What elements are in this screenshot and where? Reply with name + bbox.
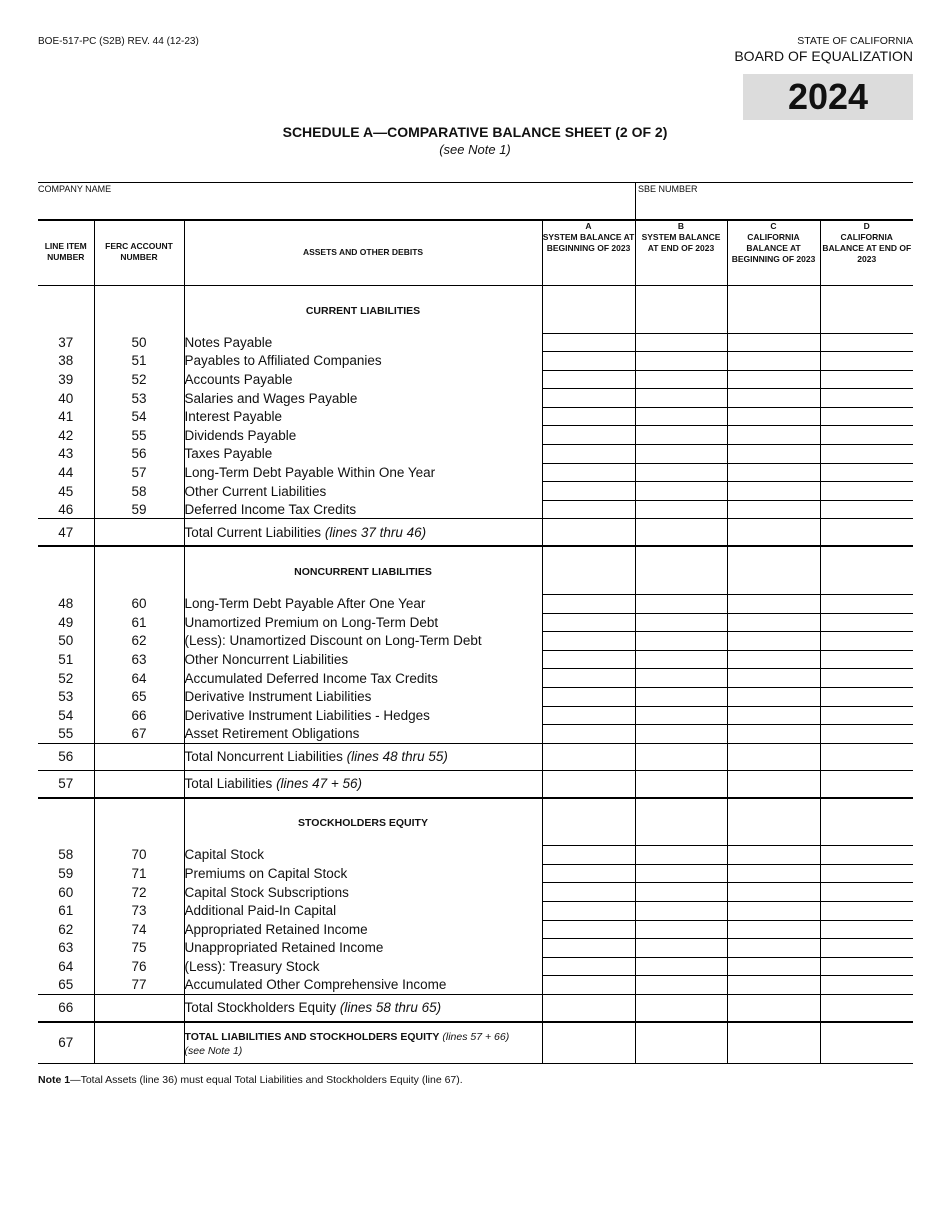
amount-cell-c[interactable] [727,650,820,669]
ferc-number: 54 [94,407,184,426]
line-number: 49 [58,614,74,630]
amount-cell-d[interactable] [820,286,913,334]
amount-cell-d[interactable] [820,650,913,669]
page-subtitle: (see Note 1) [439,142,511,157]
amount-cell-d[interactable] [820,669,913,688]
ferc-number: 66 [94,706,184,725]
col-line-header: LINE ITEM NUMBER [38,219,94,286]
row-label: Unappropriated Retained Income [184,939,542,958]
board-label: BOARD OF EQUALIZATION [734,48,913,64]
amount-cell-d[interactable] [820,687,913,706]
amount-cell-b[interactable] [635,333,727,352]
amount-cell-d[interactable] [820,407,913,426]
table-row [38,687,913,706]
amount-cell-a[interactable] [542,901,635,920]
amount-cell-a[interactable] [542,725,635,744]
amount-cell-b[interactable] [635,901,727,920]
line-number: 66 [38,994,94,1022]
line-number: 40 [58,390,74,406]
line-number: 56 [38,743,94,770]
table-row [38,864,913,883]
amount-cell-c[interactable] [727,370,820,389]
line-number: 45 [58,483,74,499]
amount-cell-c[interactable] [727,613,820,632]
amount-cell-b[interactable] [635,770,727,798]
table-row [38,632,913,651]
table-row [38,883,913,902]
table-row [38,846,913,865]
amount-cell-d[interactable] [820,389,913,408]
column-headers [38,219,913,286]
line-number: 44 [58,464,74,480]
state-label: STATE OF CALIFORNIA [797,35,913,47]
row-label: Long-Term Debt Payable After One Year [184,594,542,613]
row-label: Other Current Liabilities [184,482,542,501]
amount-cell-a[interactable] [542,594,635,613]
table-row [38,482,913,501]
ferc-number: 59 [94,500,184,519]
table-row [38,613,913,632]
table-row [38,370,913,389]
amount-cell-a[interactable] [542,333,635,352]
amount-cell-a[interactable] [542,706,635,725]
amount-cell-c[interactable] [727,994,820,1022]
amount-cell-c[interactable] [727,669,820,688]
amount-cell-b[interactable] [635,594,727,613]
table-row [38,594,913,613]
amount-cell-a[interactable] [542,500,635,519]
total-row-noncurrent-liabilities [38,743,913,770]
amount-cell-c[interactable] [727,770,820,798]
section-header-current-liabilities [38,286,913,334]
ferc-number: 55 [94,426,184,445]
row-label: Payables to Affiliated Companies [184,352,542,371]
ferc-number: 58 [94,482,184,501]
amount-cell-d[interactable] [820,426,913,445]
ferc-number: 72 [94,883,184,902]
line-number: 47 [38,519,94,547]
amount-cell-c[interactable] [727,957,820,976]
amount-cell-b[interactable] [635,546,727,594]
amount-cell-b[interactable] [635,519,727,547]
table-row [38,976,913,995]
line-number: 61 [58,903,74,919]
section-header-noncurrent-liabilities [38,546,913,594]
amount-cell-a[interactable] [542,687,635,706]
row-label: Accounts Payable [184,370,542,389]
amount-cell-d[interactable] [820,333,913,352]
row-label: Unamortized Premium on Long-Term Debt [184,613,542,632]
amount-cell-c[interactable] [727,687,820,706]
row-label: TOTAL LIABILITIES AND STOCKHOLDERS EQUITY (lines 57 + 66) (see Note 1) [184,1022,542,1064]
table-row [38,389,913,408]
table-row [38,939,913,958]
amount-cell-d[interactable] [820,594,913,613]
amount-cell-d[interactable] [820,864,913,883]
amount-cell-a[interactable] [542,389,635,408]
section-header-stockholders-equity [38,798,913,846]
col-desc-header: ASSETS AND OTHER DEBITS [184,219,542,286]
amount-cell-c[interactable] [727,352,820,371]
amount-cell-b[interactable] [635,352,727,371]
amount-cell-c[interactable] [727,482,820,501]
table-row [38,445,913,464]
table-row [38,407,913,426]
amount-cell-a[interactable] [542,426,635,445]
amount-cell-b[interactable] [635,389,727,408]
amount-cell-d[interactable] [820,957,913,976]
amount-cell-a[interactable] [542,519,635,547]
row-label: Other Noncurrent Liabilities [184,650,542,669]
amount-cell-c[interactable] [727,901,820,920]
amount-cell-d[interactable] [820,770,913,798]
amount-cell-a[interactable] [542,883,635,902]
row-label: Notes Payable [184,333,542,352]
amount-cell-d[interactable] [820,445,913,464]
row-label: Long-Term Debt Payable Within One Year [184,463,542,482]
ferc-number: 52 [94,370,184,389]
section-title: NONCURRENT LIABILITIES [184,546,542,594]
amount-cell-a[interactable] [542,445,635,464]
amount-cell-c[interactable] [727,632,820,651]
col-c-header: C CALIFORNIA BALANCE AT BEGINNING OF 2023 [727,219,820,286]
amount-cell-a[interactable] [542,846,635,865]
amount-cell-c[interactable] [727,426,820,445]
amount-cell-d[interactable] [820,613,913,632]
amount-cell-b[interactable] [635,1022,727,1064]
amount-cell-d[interactable] [820,994,913,1022]
col-a-header: A SYSTEM BALANCE AT BEGINNING OF 2023 [542,219,635,286]
line-number: 52 [58,670,74,686]
amount-cell-d[interactable] [820,500,913,519]
amount-cell-b[interactable] [635,994,727,1022]
row-label: Salaries and Wages Payable [184,389,542,408]
col-d-header: D CALIFORNIA BALANCE AT END OF 2023 [820,219,913,286]
amount-cell-b[interactable] [635,976,727,995]
amount-cell-a[interactable] [542,286,635,334]
table-row [38,957,913,976]
table-row [38,463,913,482]
amount-cell-b[interactable] [635,613,727,632]
line-number: 53 [58,689,74,705]
table-row [38,706,913,725]
amount-cell-c[interactable] [727,1022,820,1064]
amount-cell-d[interactable] [820,976,913,995]
table-row [38,426,913,445]
amount-cell-d[interactable] [820,519,913,547]
line-number: 60 [58,884,74,900]
row-label: Asset Retirement Obligations [184,725,542,744]
amount-cell-d[interactable] [820,706,913,725]
row-label: Accumulated Other Comprehensive Income [184,976,542,995]
amount-cell-b[interactable] [635,864,727,883]
row-label: Accumulated Deferred Income Tax Credits [184,669,542,688]
amount-cell-d[interactable] [820,546,913,594]
amount-cell-b[interactable] [635,920,727,939]
amount-cell-b[interactable] [635,370,727,389]
line-number: 38 [58,353,74,369]
amount-cell-c[interactable] [727,519,820,547]
amount-cell-b[interactable] [635,883,727,902]
line-number: 42 [58,427,74,443]
amount-cell-b[interactable] [635,286,727,334]
amount-cell-d[interactable] [820,901,913,920]
row-label: (Less): Unamortized Discount on Long-Term Debt [184,632,542,651]
amount-cell-b[interactable] [635,846,727,865]
amount-cell-b[interactable] [635,482,727,501]
amount-cell-a[interactable] [542,864,635,883]
table-row [38,352,913,371]
section-title: CURRENT LIABILITIES [184,286,542,334]
total-row-total-liabilities [38,770,913,798]
ferc-number: 56 [94,445,184,464]
ferc-number: 53 [94,389,184,408]
ferc-number: 62 [94,632,184,651]
amount-cell-a[interactable] [542,407,635,426]
amount-cell-a[interactable] [542,613,635,632]
amount-cell-c[interactable] [727,725,820,744]
amount-cell-c[interactable] [727,546,820,594]
line-number: 58 [58,847,74,863]
table-row [38,650,913,669]
line-number: 55 [58,726,74,742]
amount-cell-b[interactable] [635,650,727,669]
amount-cell-c[interactable] [727,706,820,725]
table-row [38,920,913,939]
amount-cell-a[interactable] [542,669,635,688]
ferc-number: 70 [94,846,184,865]
ferc-number: 64 [94,669,184,688]
amount-cell-b[interactable] [635,463,727,482]
line-number: 50 [58,633,74,649]
line-number: 64 [58,959,74,975]
amount-cell-a[interactable] [542,352,635,371]
amount-cell-b[interactable] [635,669,727,688]
amount-cell-c[interactable] [727,333,820,352]
line-number: 54 [58,707,74,723]
row-label: Appropriated Retained Income [184,920,542,939]
amount-cell-d[interactable] [820,883,913,902]
ferc-number: 71 [94,864,184,883]
line-number: 63 [58,940,74,956]
amount-cell-c[interactable] [727,864,820,883]
row-label: Derivative Instrument Liabilities [184,687,542,706]
row-label: Total Stockholders Equity (lines 58 thru 65) [184,994,542,1022]
table-row [38,333,913,352]
col-b-header: B SYSTEM BALANCE AT END OF 2023 [635,219,727,286]
amount-cell-c[interactable] [727,883,820,902]
amount-cell-d[interactable] [820,743,913,770]
amount-cell-c[interactable] [727,500,820,519]
total-row-stockholders-equity [38,994,913,1022]
amount-cell-d[interactable] [820,725,913,744]
line-number: 62 [58,921,74,937]
table-row [38,725,913,744]
amount-cell-d[interactable] [820,920,913,939]
row-label: Derivative Instrument Liabilities - Hedges [184,706,542,725]
row-label: Dividends Payable [184,426,542,445]
amount-cell-c[interactable] [727,976,820,995]
amount-cell-c[interactable] [727,389,820,408]
row-label: Taxes Payable [184,445,542,464]
amount-cell-a[interactable] [542,632,635,651]
ferc-number: 57 [94,463,184,482]
ferc-number: 50 [94,333,184,352]
line-number: 39 [58,371,74,387]
year-badge: 2024 [743,74,913,120]
amount-cell-d[interactable] [820,482,913,501]
amount-cell-c[interactable] [727,445,820,464]
line-number: 37 [58,334,74,350]
amount-cell-d[interactable] [820,463,913,482]
amount-cell-b[interactable] [635,687,727,706]
amount-cell-c[interactable] [727,286,820,334]
amount-cell-d[interactable] [820,632,913,651]
ferc-number: 76 [94,957,184,976]
amount-cell-a[interactable] [542,1022,635,1064]
line-number: 67 [38,1022,94,1064]
amount-cell-a[interactable] [542,976,635,995]
amount-cell-c[interactable] [727,743,820,770]
amount-cell-a[interactable] [542,546,635,594]
col-ferc-header: FERC ACCOUNT NUMBER [94,219,184,286]
ferc-number: 73 [94,901,184,920]
amount-cell-b[interactable] [635,725,727,744]
row-label: Interest Payable [184,407,542,426]
row-label: Total Liabilities (lines 47 + 56) [184,770,542,798]
amount-cell-a[interactable] [542,798,635,846]
amount-cell-b[interactable] [635,632,727,651]
ferc-number: 61 [94,613,184,632]
amount-cell-b[interactable] [635,957,727,976]
balance-sheet-table [38,219,913,1064]
amount-cell-c[interactable] [727,407,820,426]
amount-cell-b[interactable] [635,445,727,464]
total-row-current-liabilities [38,519,913,547]
amount-cell-d[interactable] [820,798,913,846]
ferc-number: 77 [94,976,184,995]
amount-cell-a[interactable] [542,939,635,958]
amount-cell-a[interactable] [542,770,635,798]
ferc-number: 65 [94,687,184,706]
amount-cell-c[interactable] [727,939,820,958]
amount-cell-d[interactable] [820,939,913,958]
row-label: Additional Paid-In Capital [184,901,542,920]
company-name-field[interactable]: COMPANY NAME [38,184,112,194]
amount-cell-d[interactable] [820,370,913,389]
line-number: 43 [58,446,74,462]
line-number: 48 [58,596,74,612]
amount-cell-c[interactable] [727,846,820,865]
amount-cell-c[interactable] [727,463,820,482]
amount-cell-c[interactable] [727,594,820,613]
table-row [38,500,913,519]
table-row [38,669,913,688]
row-label: Total Current Liabilities (lines 37 thru 46) [184,519,542,547]
amount-cell-c[interactable] [727,798,820,846]
amount-cell-b[interactable] [635,500,727,519]
amount-cell-b[interactable] [635,743,727,770]
row-label: Premiums on Capital Stock [184,864,542,883]
amount-cell-a[interactable] [542,370,635,389]
company-header [38,182,913,221]
total-row-liabilities-and-equity [38,1022,913,1064]
line-number: 59 [58,866,74,882]
amount-cell-a[interactable] [542,994,635,1022]
amount-cell-c[interactable] [727,920,820,939]
sbe-number-field[interactable]: SBE NUMBER [638,184,698,194]
amount-cell-b[interactable] [635,939,727,958]
ferc-number: 75 [94,939,184,958]
row-label: (Less): Treasury Stock [184,957,542,976]
row-label: Deferred Income Tax Credits [184,500,542,519]
amount-cell-b[interactable] [635,706,727,725]
row-label: Total Noncurrent Liabilities (lines 48 thru 55) [184,743,542,770]
table-row [38,901,913,920]
section-title: STOCKHOLDERS EQUITY [184,798,542,846]
amount-cell-a[interactable] [542,920,635,939]
ferc-number: 67 [94,725,184,744]
footnote: Note 1—Total Assets (line 36) must equal Total Liabilities and Stockholders Equity (line 67). [38,1074,463,1086]
ferc-number: 74 [94,920,184,939]
amount-cell-a[interactable] [542,463,635,482]
row-label: Capital Stock Subscriptions [184,883,542,902]
amount-cell-d[interactable] [820,352,913,371]
amount-cell-b[interactable] [635,798,727,846]
ferc-number: 63 [94,650,184,669]
line-number: 46 [58,501,74,517]
amount-cell-d[interactable] [820,846,913,865]
amount-cell-a[interactable] [542,650,635,669]
amount-cell-a[interactable] [542,482,635,501]
line-number: 57 [38,770,94,798]
line-number: 41 [58,409,74,425]
amount-cell-d[interactable] [820,1022,913,1064]
amount-cell-a[interactable] [542,957,635,976]
amount-cell-b[interactable] [635,407,727,426]
form-id: BOE-517-PC (S2B) REV. 44 (12-23) [38,36,199,47]
row-label: Capital Stock [184,846,542,865]
line-number: 65 [58,977,74,993]
line-number: 51 [58,652,74,668]
amount-cell-a[interactable] [542,743,635,770]
ferc-number: 60 [94,594,184,613]
amount-cell-b[interactable] [635,426,727,445]
ferc-number: 51 [94,352,184,371]
page-title: SCHEDULE A—COMPARATIVE BALANCE SHEET (2 OF 2) [282,124,668,140]
